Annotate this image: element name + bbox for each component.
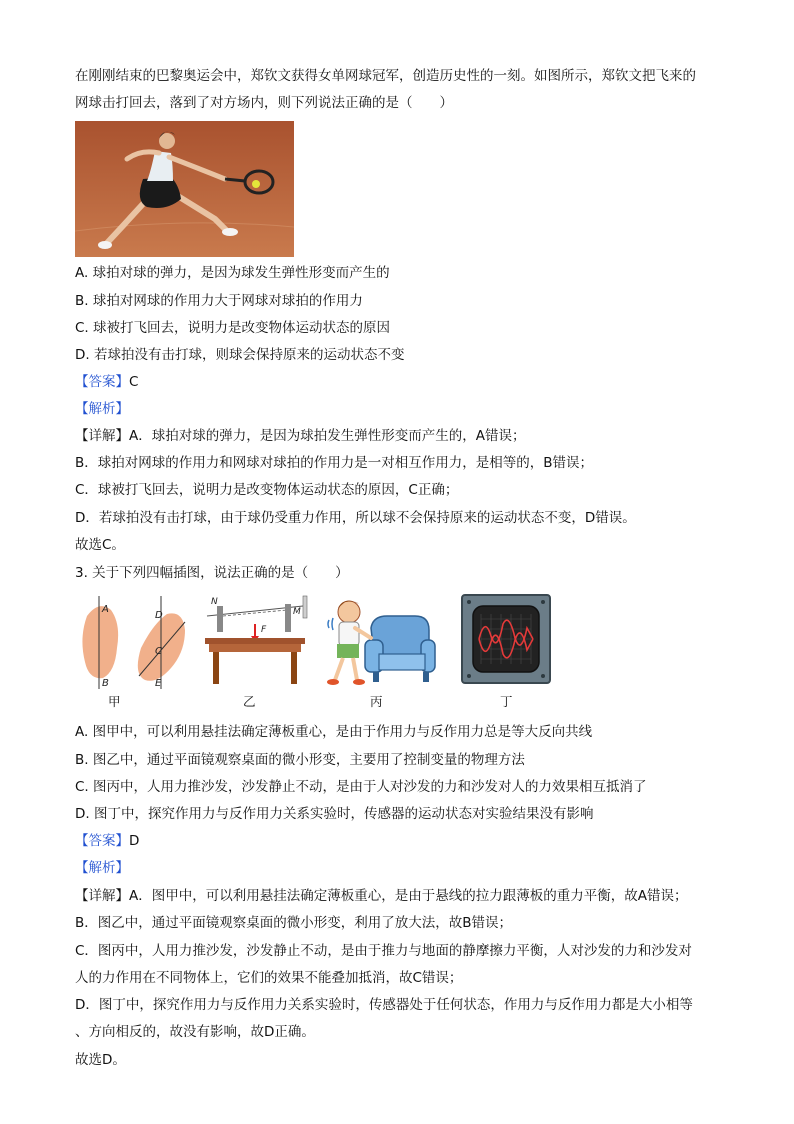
q2-answer bbox=[75, 372, 138, 392]
jia-label-c: C bbox=[155, 646, 162, 657]
jia-label-e: E bbox=[155, 678, 162, 689]
yi-label-n: N bbox=[211, 597, 218, 607]
figure-bing bbox=[325, 594, 437, 696]
q3-detail-3: C．图丙中，人用力推沙发，沙发静止不动，是由于推力与地面的静摩擦力平衡，人对沙发的力和沙发对 bbox=[75, 943, 692, 959]
answer-label: 【答案】 bbox=[75, 374, 129, 390]
figure-ding bbox=[461, 594, 551, 690]
answer-label: 【答案】 bbox=[75, 833, 129, 849]
q3-detail-4: 人的力作用在不同物体上，它们的效果不能叠加抵消，故C错误； bbox=[75, 970, 463, 986]
q2-analysis-label: 【解析】 bbox=[75, 401, 129, 417]
q2-detail-3: C．球被打飞回去，说明力是改变物体运动状态的原因，C正确； bbox=[75, 482, 459, 498]
q3-option-a: A. 图甲中，可以利用悬挂法确定薄板重心，是由于作用力与反作用力总是等大反向共线 bbox=[75, 724, 593, 740]
caption-jia: 甲 bbox=[108, 694, 121, 709]
q3-detail-6: 、方向相反的，故没有影响，故D正确。 bbox=[75, 1024, 315, 1040]
answer-value: C bbox=[129, 374, 139, 390]
q3-stem: 3. 关于下列四幅插图，说法正确的是（ ） bbox=[75, 565, 349, 581]
yi-label-f: F bbox=[261, 625, 267, 635]
q3-conclusion: 故选D。 bbox=[75, 1052, 126, 1068]
figure-jia bbox=[75, 594, 193, 696]
q2-detail-4: D．若球拍没有击打球，由于球仍受重力作用，所以球不会保持原来的运动状态不变，D错误。 bbox=[75, 510, 636, 526]
q3-detail-5: D．图丁中，探究作用力与反作用力关系实验时，传感器处于任何状态，作用力与反作用力都是大小相等 bbox=[75, 997, 693, 1013]
q2-option-b: B. 球拍对网球的作用力大于网球对球拍的作用力 bbox=[75, 293, 363, 309]
q3-detail-1: 【详解】A．图甲中，可以利用悬挂法确定薄板重心，是由于悬线的拉力跟薄板的重力平衡，故A错误； bbox=[75, 888, 688, 904]
jia-label-d: D bbox=[155, 610, 163, 621]
q3-option-d: D. 图丁中，探究作用力与反作用力关系实验时，传感器的运动状态对实验结果没有影响 bbox=[75, 806, 594, 822]
caption-bing: 丙 bbox=[370, 694, 383, 709]
q2-detail-1: 【详解】A．球拍对球的弹力，是因为球拍发生弹性形变而产生的，A错误； bbox=[75, 428, 526, 444]
q2-conclusion: 故选C。 bbox=[75, 537, 125, 553]
q3-option-b: B. 图乙中，通过平面镜观察桌面的微小形变，主要用了控制变量的物理方法 bbox=[75, 752, 525, 768]
q3-detail-2: B．图乙中，通过平面镜观察桌面的微小形变，利用了放大法，故B错误； bbox=[75, 915, 513, 931]
tennis-photo bbox=[75, 121, 294, 257]
caption-ding: 丁 bbox=[500, 694, 513, 709]
q2-option-c: C. 球被打飞回去，说明力是改变物体运动状态的原因 bbox=[75, 320, 391, 336]
answer-value: D bbox=[129, 833, 140, 849]
q3-answer bbox=[75, 831, 139, 851]
jia-label-a: A bbox=[102, 604, 109, 615]
q2-option-a: A. 球拍对球的弹力，是因为球发生弹性形变而产生的 bbox=[75, 265, 390, 281]
caption-yi: 乙 bbox=[243, 694, 256, 709]
figure-yi bbox=[203, 594, 311, 696]
q2-stem-line-1: 在刚刚结束的巴黎奥运会中，郑钦文获得女单网球冠军，创造历史性的一刻。如图所示，郑钦文把飞来的 bbox=[75, 68, 696, 84]
q3-option-c: C. 图丙中，人用力推沙发，沙发静止不动，是由于人对沙发的力和沙发对人的力效果相互抵消了 bbox=[75, 779, 647, 795]
q2-detail-2: B．球拍对网球的作用力和网球对球拍的作用力是一对相互作用力，是相等的，B错误； bbox=[75, 455, 594, 471]
jia-label-b: B bbox=[102, 678, 109, 689]
q2-option-d: D. 若球拍没有击打球，则球会保持原来的运动状态不变 bbox=[75, 347, 405, 363]
yi-label-m: M bbox=[293, 607, 301, 617]
q3-analysis-label: 【解析】 bbox=[75, 860, 129, 876]
q2-stem-line-2: 网球击打回去，落到了对方场内，则下列说法正确的是（ ） bbox=[75, 95, 453, 111]
